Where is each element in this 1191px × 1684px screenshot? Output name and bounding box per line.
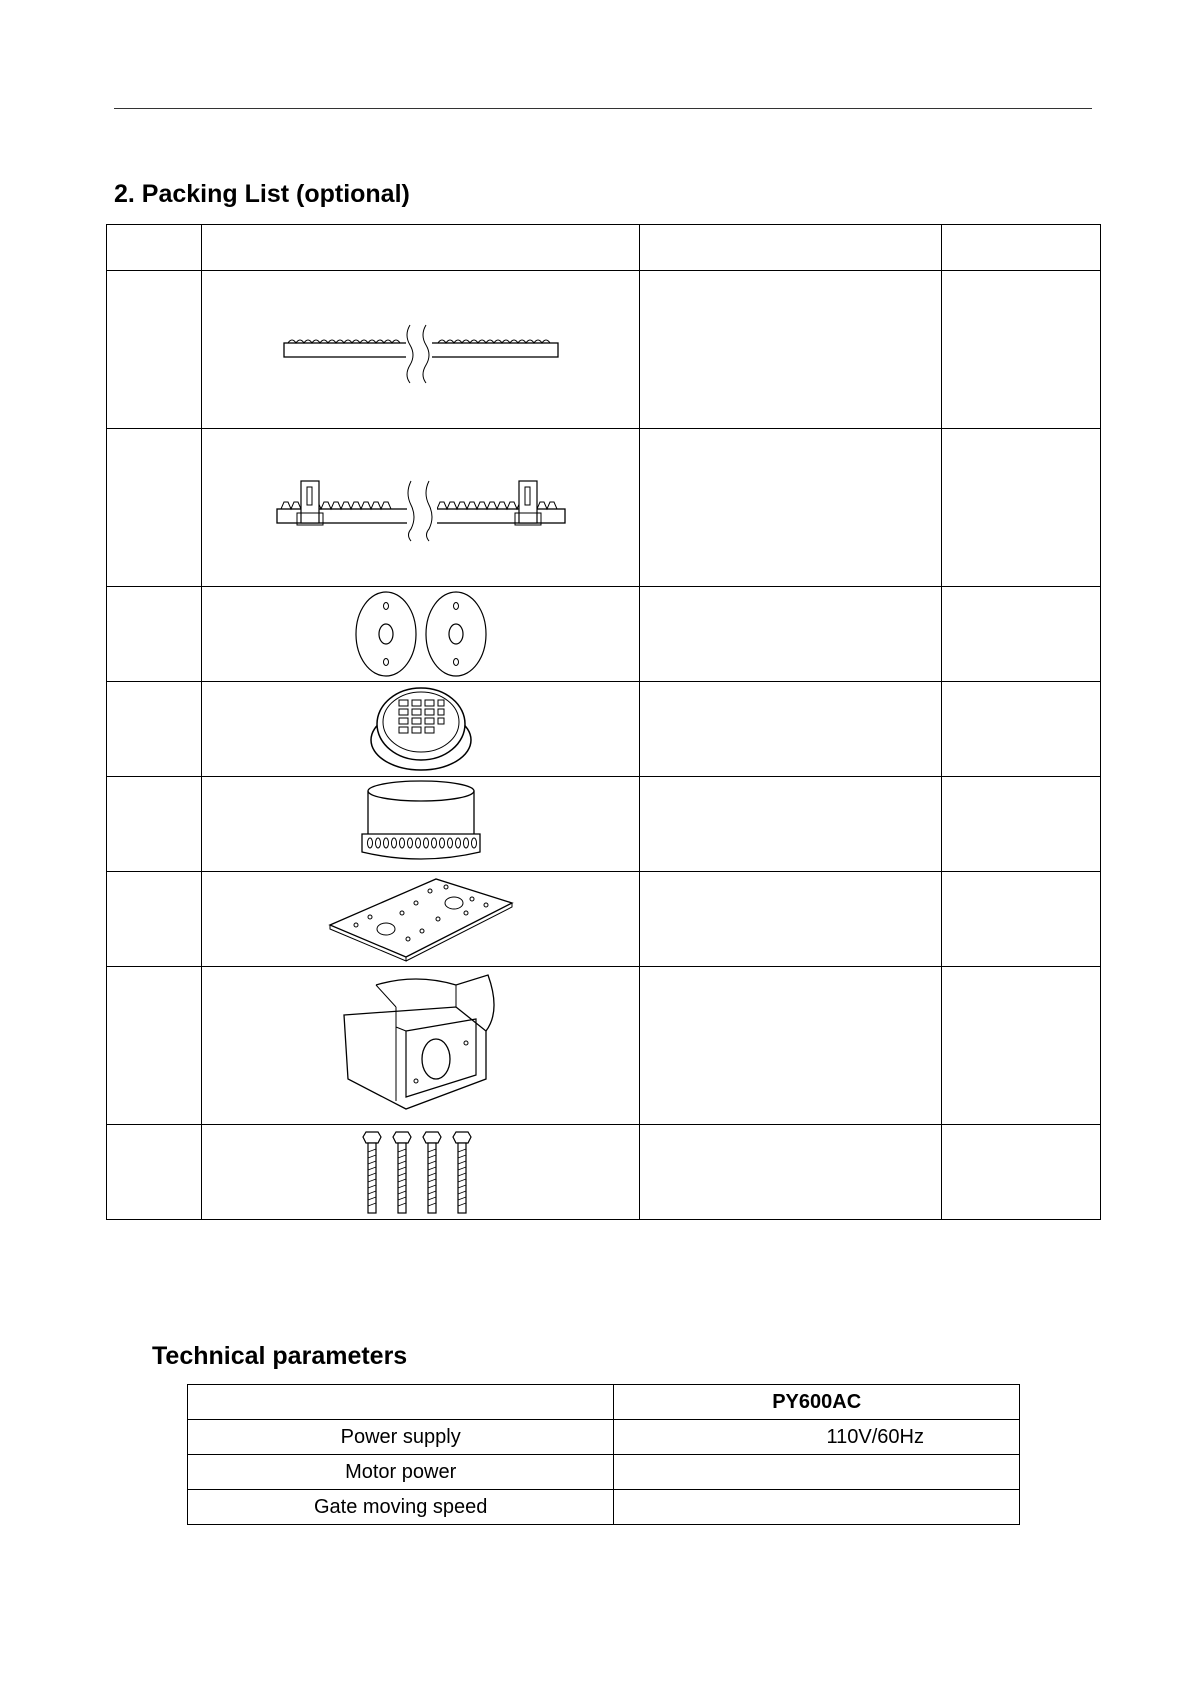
table-row <box>107 872 1101 967</box>
row-no-cell <box>107 429 202 587</box>
item-name-cell <box>640 587 942 682</box>
table-row <box>107 271 1101 429</box>
item-qty-cell <box>942 587 1101 682</box>
item-picture-cell <box>202 271 640 429</box>
row-no-cell <box>107 872 202 967</box>
item-qty-cell <box>942 271 1101 429</box>
tech-header-row <box>188 1385 1020 1420</box>
item-qty-cell <box>942 1125 1101 1220</box>
header-cell-no <box>107 225 202 271</box>
item-qty-cell <box>942 967 1101 1125</box>
bolts-icon <box>356 1128 486 1216</box>
steel-gear-rack-icon <box>271 473 571 543</box>
item-picture-cell <box>202 429 640 587</box>
param-value <box>614 1490 1020 1525</box>
item-picture-cell <box>202 967 640 1125</box>
item-picture-cell <box>202 587 640 682</box>
param-value: 110V/60Hz <box>614 1420 1020 1455</box>
item-picture-cell <box>202 872 640 967</box>
param-label: Motor power <box>188 1455 614 1490</box>
header-cell-qty <box>942 225 1101 271</box>
table-row <box>107 587 1101 682</box>
param-label: Power supply <box>188 1420 614 1455</box>
table-row <box>107 967 1101 1125</box>
header-cell-picture <box>202 225 640 271</box>
technical-parameters-table <box>187 1384 1020 1525</box>
table-row <box>107 429 1101 587</box>
item-picture-cell <box>202 777 640 872</box>
table-row <box>107 1125 1101 1220</box>
tech-header-blank <box>188 1385 614 1420</box>
table-row <box>107 682 1101 777</box>
row-no-cell <box>107 587 202 682</box>
item-qty-cell <box>942 429 1101 587</box>
item-qty-cell <box>942 777 1101 872</box>
param-label: Gate moving speed <box>188 1490 614 1525</box>
table-row <box>188 1420 1020 1455</box>
row-no-cell <box>107 271 202 429</box>
round-plates-icon <box>346 590 496 678</box>
table-row <box>107 777 1101 872</box>
model-name: PY600AC <box>614 1385 1020 1420</box>
item-qty-cell <box>942 682 1101 777</box>
header-rule <box>114 108 1092 109</box>
row-no-cell <box>107 967 202 1125</box>
item-picture-cell <box>202 682 640 777</box>
header-cell-name <box>640 225 942 271</box>
row-no-cell <box>107 777 202 872</box>
item-name-cell <box>640 682 942 777</box>
item-name-cell <box>640 872 942 967</box>
wireless-keypad-icon <box>366 684 476 774</box>
table-row <box>188 1455 1020 1490</box>
bracket-icon <box>336 971 506 1121</box>
item-name-cell <box>640 967 942 1125</box>
packing-list-heading: 2. Packing List (optional) <box>114 180 410 208</box>
param-value <box>614 1455 1020 1490</box>
item-picture-cell <box>202 1125 640 1220</box>
base-plate-icon <box>326 873 516 965</box>
item-name-cell <box>640 777 942 872</box>
item-name-cell <box>640 271 942 429</box>
item-name-cell <box>640 1125 942 1220</box>
nylon-gear-rack-icon <box>276 315 566 385</box>
item-name-cell <box>640 429 942 587</box>
row-no-cell <box>107 1125 202 1220</box>
table-row <box>188 1490 1020 1525</box>
warning-lamp-icon <box>356 779 486 869</box>
row-no-cell <box>107 682 202 777</box>
technical-parameters-heading: Technical parameters <box>152 1342 408 1370</box>
packing-list-table <box>106 224 1101 1220</box>
packing-header-row <box>107 225 1101 271</box>
item-qty-cell <box>942 872 1101 967</box>
